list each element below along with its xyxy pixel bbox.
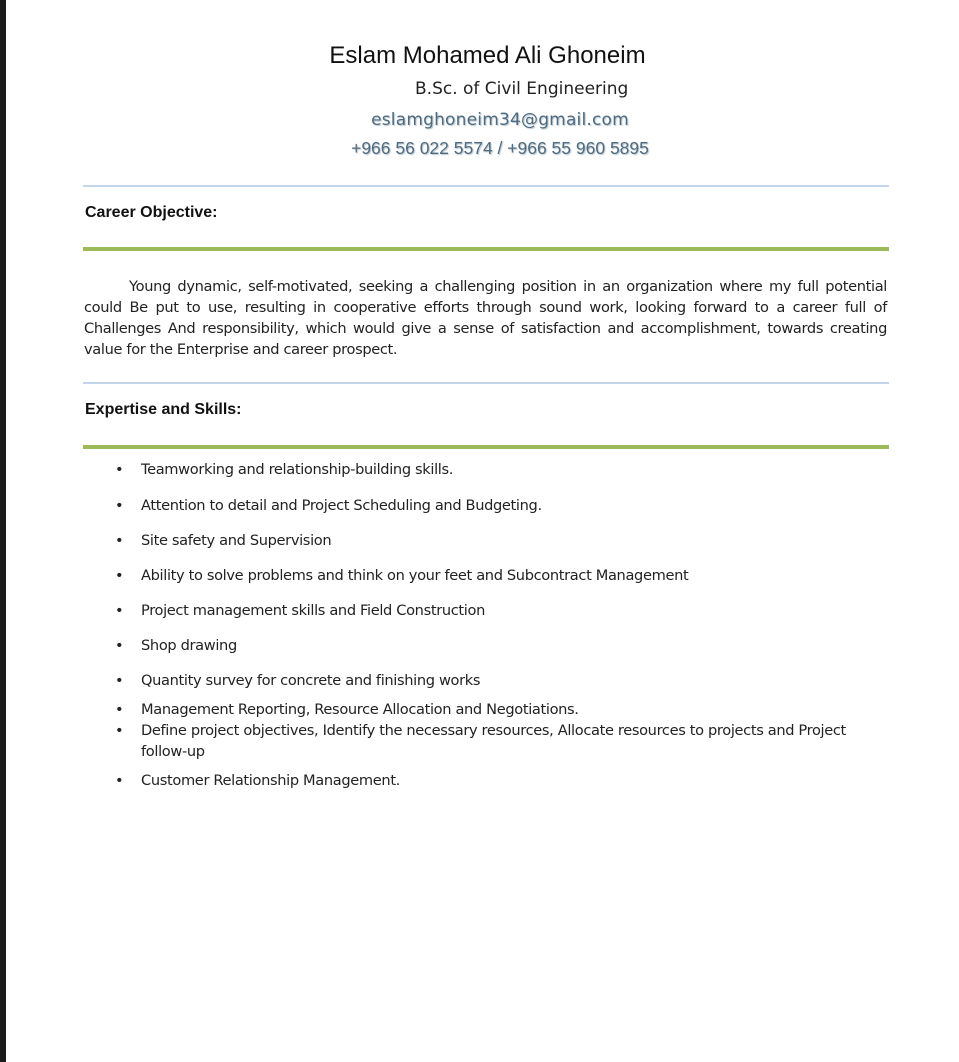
list-item: • Project management skills and Field Construction [115, 602, 485, 619]
list-item: • Ability to solve problems and think on your feet and Subcontract Management [115, 567, 689, 584]
list-item: • Teamworking and relationship-building skills. [115, 461, 454, 478]
skills-heading: Expertise and Skills: [85, 401, 242, 418]
email[interactable]: eslamghoneim34@gmail.com [371, 110, 629, 130]
divider [83, 445, 889, 449]
list-item: • Shop drawing [115, 637, 237, 654]
divider [83, 382, 889, 384]
degree: B.Sc. of Civil Engineering [415, 79, 629, 99]
phone-numbers: +966 56 022 5574 / +966 55 960 5895 [351, 138, 649, 158]
viewer-edge [0, 0, 6, 1062]
candidate-name: Eslam Mohamed Ali Ghoneim [329, 42, 646, 69]
career-objective-text: Young dynamic, self-motivated, seeking a challenging position in an organization where my full potential could Be put to use, resulting in cooperative efforts through sound work, looking forward to a career full of Challenges And responsibility, which would give a sense of satisfaction and accomplishment, towards creating value for the Enterprise and career prospect. [84, 278, 887, 358]
list-item: • Management Reporting, Resource Allocation and Negotiations. [115, 701, 579, 718]
list-item: • Site safety and Supervision [115, 532, 332, 549]
list-item: • Quantity survey for concrete and finishing works [115, 672, 481, 689]
divider [83, 185, 889, 187]
list-item: • Define project objectives, Identify the necessary resources, Allocate resources to projects and Project follow-up [115, 722, 846, 760]
divider [83, 247, 889, 251]
list-item: • Customer Relationship Management. [115, 772, 400, 789]
career-objective-heading: Career Objective: [85, 204, 218, 221]
list-item: • Attention to detail and Project Scheduling and Budgeting. [115, 497, 542, 514]
